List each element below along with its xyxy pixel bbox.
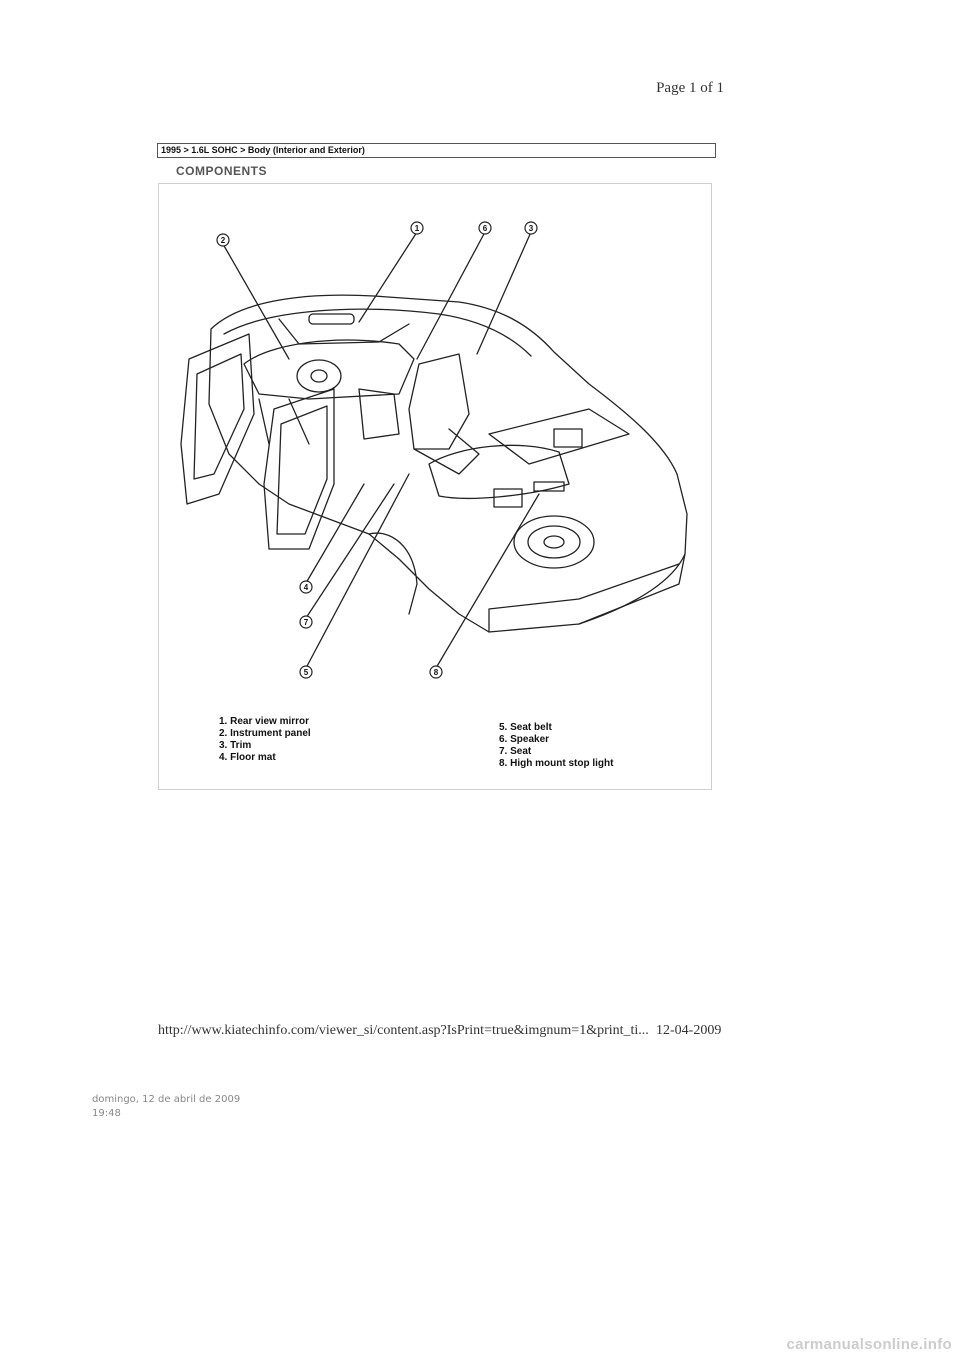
callout-7: 7 <box>303 618 309 627</box>
components-figure <box>158 183 712 790</box>
windshield-opening <box>224 309 531 356</box>
footer-date: 12-04-2009 <box>656 1023 722 1038</box>
wheel-arch <box>369 533 417 614</box>
legend-item: 5. Seat belt <box>499 722 552 733</box>
car-interior-illustration <box>159 184 713 791</box>
callout-2: 2 <box>220 236 226 245</box>
section-title: COMPONENTS <box>176 164 268 178</box>
legend-left <box>219 716 311 764</box>
legend-item: 6. Speaker <box>499 734 550 745</box>
breadcrumb: 1995 > 1.6L SOHC > Body (Interior and Exterior) <box>157 143 716 158</box>
callout-1: 1 <box>414 224 420 233</box>
legend-item: 2. Instrument panel <box>219 728 311 739</box>
legend-right <box>499 722 613 770</box>
spare-tire <box>514 516 594 568</box>
note-time: 19:48 <box>92 1108 121 1119</box>
legend-item: 1. Rear view mirror <box>219 716 310 727</box>
note-date: domingo, 12 de abril de 2009 <box>92 1094 241 1105</box>
legend-item: 4. Floor mat <box>219 752 276 763</box>
watermark: carmanualsonline.info <box>786 1336 952 1353</box>
rear-view-mirror <box>309 314 354 324</box>
rear-door <box>264 389 334 549</box>
callout-8: 8 <box>433 668 439 677</box>
callout-5: 5 <box>303 668 309 677</box>
speaker-right <box>494 489 522 507</box>
page-number: Page 1 of 1 <box>656 80 724 96</box>
callout-4: 4 <box>303 583 309 592</box>
callout-6: 6 <box>482 224 488 233</box>
footer-url: http://www.kiatechinfo.com/viewer_si/content.asp?IsPrint=true&imgnum=1&print_ti... <box>158 1023 649 1038</box>
front-seat <box>409 354 469 449</box>
callout-3: 3 <box>528 224 534 233</box>
speaker-left <box>554 429 582 447</box>
legend-item: 3. Trim <box>219 740 252 751</box>
legend-item: 8. High mount stop light <box>499 758 614 769</box>
legend-item: 7. Seat <box>499 746 532 757</box>
front-door <box>181 334 254 504</box>
steering-wheel <box>297 360 341 392</box>
